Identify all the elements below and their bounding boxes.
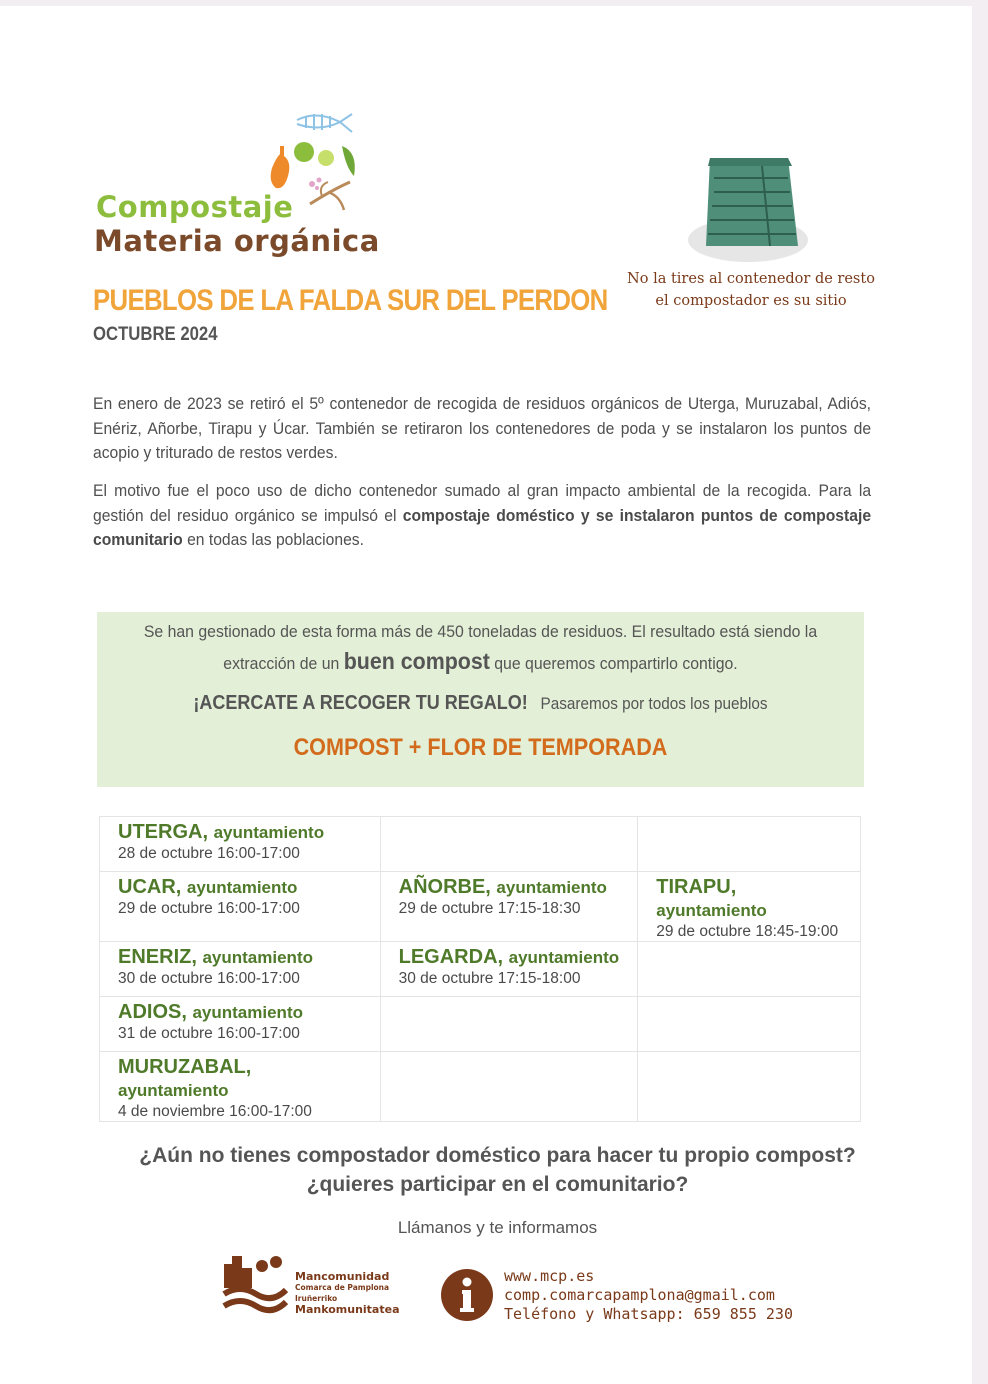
compost-bin-icon [684,146,814,268]
question-1: ¿Aún no tienes compostador doméstico para hacer tu propio compost? [139,1144,856,1167]
promo-line2-c: que queremos compartirlo contigo. [489,654,738,673]
town-datetime: 31 de octubre 16:00-17:00 [118,1025,300,1042]
promo-buen-compost: buen compost [343,648,490,674]
schedule-cell-empty [638,817,861,872]
schedule-row [100,942,861,997]
contact-phone: Teléfono y Whatsapp: 659 855 230 [504,1305,793,1323]
schedule-row [100,997,861,1052]
town-label: MURUZABAL, [118,1056,252,1078]
intro-p2-text: El motivo fue el poco uso de dicho contenedor sumado al gran impacto ambiental de la recogida. Para la gestión del residuo orgánico se impulsó el [93,482,872,525]
town-name [118,946,362,969]
flyer-page [0,6,972,1384]
schedule-cell [100,942,381,997]
mancomunidad-logo-icon [222,1250,288,1318]
page-title: PUEBLOS DE LA FALDA SUR DEL PERDON [93,284,608,317]
town-datetime: 29 de octubre 18:45-19:00 [656,923,839,940]
town-place: ayuntamiento [508,948,620,967]
page-date: OCTUBRE 2024 [93,324,218,345]
mancomunidad-name [295,1271,400,1315]
town-name [118,876,362,899]
intro-paragraph-2 [93,479,871,553]
schedule-cell-empty [380,997,638,1052]
promo-gift-text: COMPOST + FLOR DE TEMPORADA [293,734,668,761]
schedule-cell-empty [638,1052,861,1122]
promo-line2-a: extracción de un [223,654,344,673]
town-name [399,876,620,899]
town-datetime: 30 de octubre 16:00-17:00 [118,970,300,987]
intro-p2-bold: compostaje doméstico y se instalaron puntos de compostaje comunitario [93,506,872,549]
schedule-cell-empty [380,1052,638,1122]
town-datetime: 28 de octubre 16:00-17:00 [118,845,300,862]
town-place: ayuntamiento [192,1003,303,1022]
schedule-cell [100,872,381,942]
promo-line1: Se han gestionado de esta forma más de 450 toneladas de residuos. El resultado está siendo la [143,622,818,641]
intro-p2-tail: en todas las poblaciones. [182,531,364,549]
schedule-cell [100,997,381,1052]
call-to-action: Llámanos y te informamos [397,1218,598,1237]
promo-box [97,612,864,787]
town-label: TIRAPU, [656,876,737,898]
schedule-cell-empty [638,997,861,1052]
town-name [118,1056,362,1102]
org-line2: Comarca de Pamplona [295,1283,390,1292]
contact-email[interactable]: comp.comarcapamplona@gmail.com [504,1286,775,1304]
schedule-row [100,817,861,872]
schedule-cell-empty [638,942,861,997]
schedule-cell [100,817,381,872]
promo-cta: ¡ACERCATE A RECOGER TU REGALO! [193,692,528,714]
town-datetime: 29 de octubre 17:15-18:30 [398,900,581,917]
town-label: ADIOS, [118,1001,187,1023]
info-icon [440,1268,494,1322]
contact-info [504,1267,793,1324]
town-name [118,1001,362,1024]
schedule-cell [100,1052,381,1122]
schedule-table [99,816,861,1122]
logo-title-materia: Materia orgánica [94,224,380,258]
org-line4: Mankomunitatea [295,1303,400,1316]
schedule-cell-empty [380,817,638,872]
bin-caption [620,268,882,312]
town-name [399,946,620,969]
intro-paragraph-1: En enero de 2023 se retiró el 5º contenedor de recogida de residuos orgánicos de Uterga, Muruzabal, Adiós, Enériz, Añorbe, Tirapu y Úcar. También se retiraron los contenedores de poda y se instalaron los puntos de acopio y triturado de restos verdes. [93,395,872,462]
town-place: ayuntamiento [186,878,298,897]
town-datetime: 30 de octubre 17:15-18:00 [398,970,581,987]
promo-cta-note: Pasaremos por todos los pueblos [540,694,768,713]
schedule-cell [638,872,861,942]
town-label: AÑORBE, [398,876,491,898]
promo-gift [135,734,825,762]
contact-web[interactable]: www.mcp.es [504,1267,595,1285]
schedule-row [100,1052,861,1122]
bin-caption-line1: No la tires al contenedor de resto [627,271,875,287]
town-place: ayuntamiento [213,823,325,842]
town-label: UCAR, [118,876,182,898]
promo-cta-line [135,692,825,715]
town-label: LEGARDA, [398,946,504,968]
bin-caption-line2: el compostador es su sitio [655,293,847,309]
town-name [118,821,362,844]
town-place: ayuntamiento [656,901,767,920]
town-place: ayuntamiento [118,1081,229,1100]
logo-title-compostaje: Compostaje [96,190,294,224]
town-datetime: 29 de octubre 16:00-17:00 [118,900,300,917]
org-line3: Iruñerriko [295,1294,338,1303]
town-label: UTERGA, [118,821,208,843]
town-datetime: 4 de noviembre 16:00-17:00 [118,1103,312,1120]
question-2: ¿quieres participar en el comunitario? [306,1173,689,1196]
town-label: ENERIZ, [118,946,197,968]
org-line1: Mancomunidad [295,1270,390,1283]
town-name [656,876,842,922]
schedule-cell [380,872,638,942]
town-place: ayuntamiento [496,878,607,897]
promo-line2 [124,648,837,675]
schedule-row [100,872,861,942]
town-place: ayuntamiento [202,948,313,967]
schedule-cell [380,942,638,997]
